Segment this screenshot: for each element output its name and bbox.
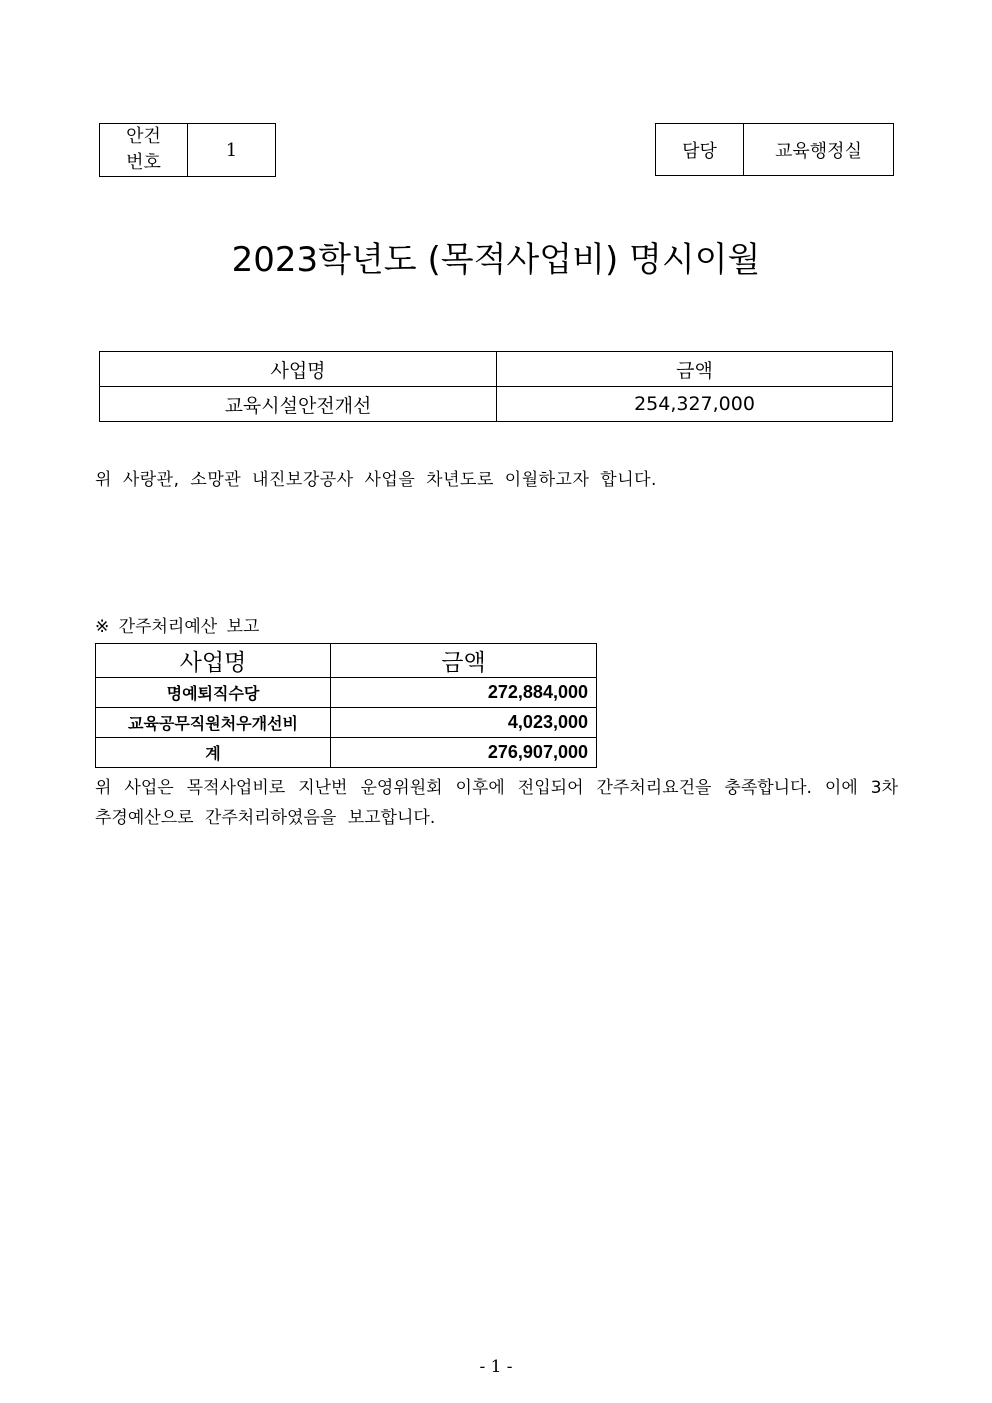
header-project-name: 사업명 <box>100 352 497 387</box>
section-heading: ※ 간주처리예산 보고 <box>95 617 260 637</box>
amount-cell: 272,884,000 <box>331 678 597 708</box>
total-amount-cell: 276,907,000 <box>331 738 597 768</box>
total-label-cell: 계 <box>96 738 331 768</box>
agenda-label <box>100 124 188 177</box>
owner-value: 교육행정실 <box>744 124 894 176</box>
agenda-label-line1: 안건 <box>126 126 161 147</box>
table-header-row <box>96 644 597 678</box>
header-project-name: 사업명 <box>96 644 331 678</box>
carryover-description: 위 사랑관, 소망관 내진보강공사 사업을 차년도로 이월하고자 합니다. <box>95 470 657 490</box>
page-title: 2023학년도 (목적사업비) 명시이월 <box>231 240 761 280</box>
owner-box <box>655 123 894 176</box>
amount-cell: 254,327,000 <box>497 387 893 422</box>
carryover-table <box>99 351 893 422</box>
header-amount: 금액 <box>331 644 597 678</box>
deemed-budget-table <box>95 643 597 768</box>
table-row <box>96 678 597 708</box>
project-name-cell: 명예퇴직수당 <box>96 678 331 708</box>
project-name-cell: 교육시설안전개선 <box>100 387 497 422</box>
owner-label: 담당 <box>656 124 744 176</box>
table-row <box>96 708 597 738</box>
page-number: - 1 - <box>479 1357 513 1377</box>
project-name-cell: 교육공무직원처우개선비 <box>96 708 331 738</box>
header-amount: 금액 <box>497 352 893 387</box>
amount-cell: 4,023,000 <box>331 708 597 738</box>
table-total-row <box>96 738 597 768</box>
table-row <box>100 387 893 422</box>
table-header-row <box>100 352 893 387</box>
agenda-number: 1 <box>188 124 276 177</box>
agenda-number-box <box>99 123 276 177</box>
report-description: 위 사업은 목적사업비로 지난번 운영위원회 이후에 전입되어 간주처리요건을 충족합니다. 이에 3차 추경예산으로 간주처리하였음을 보고합니다. <box>95 778 898 828</box>
agenda-label-line2: 번호 <box>126 152 161 173</box>
